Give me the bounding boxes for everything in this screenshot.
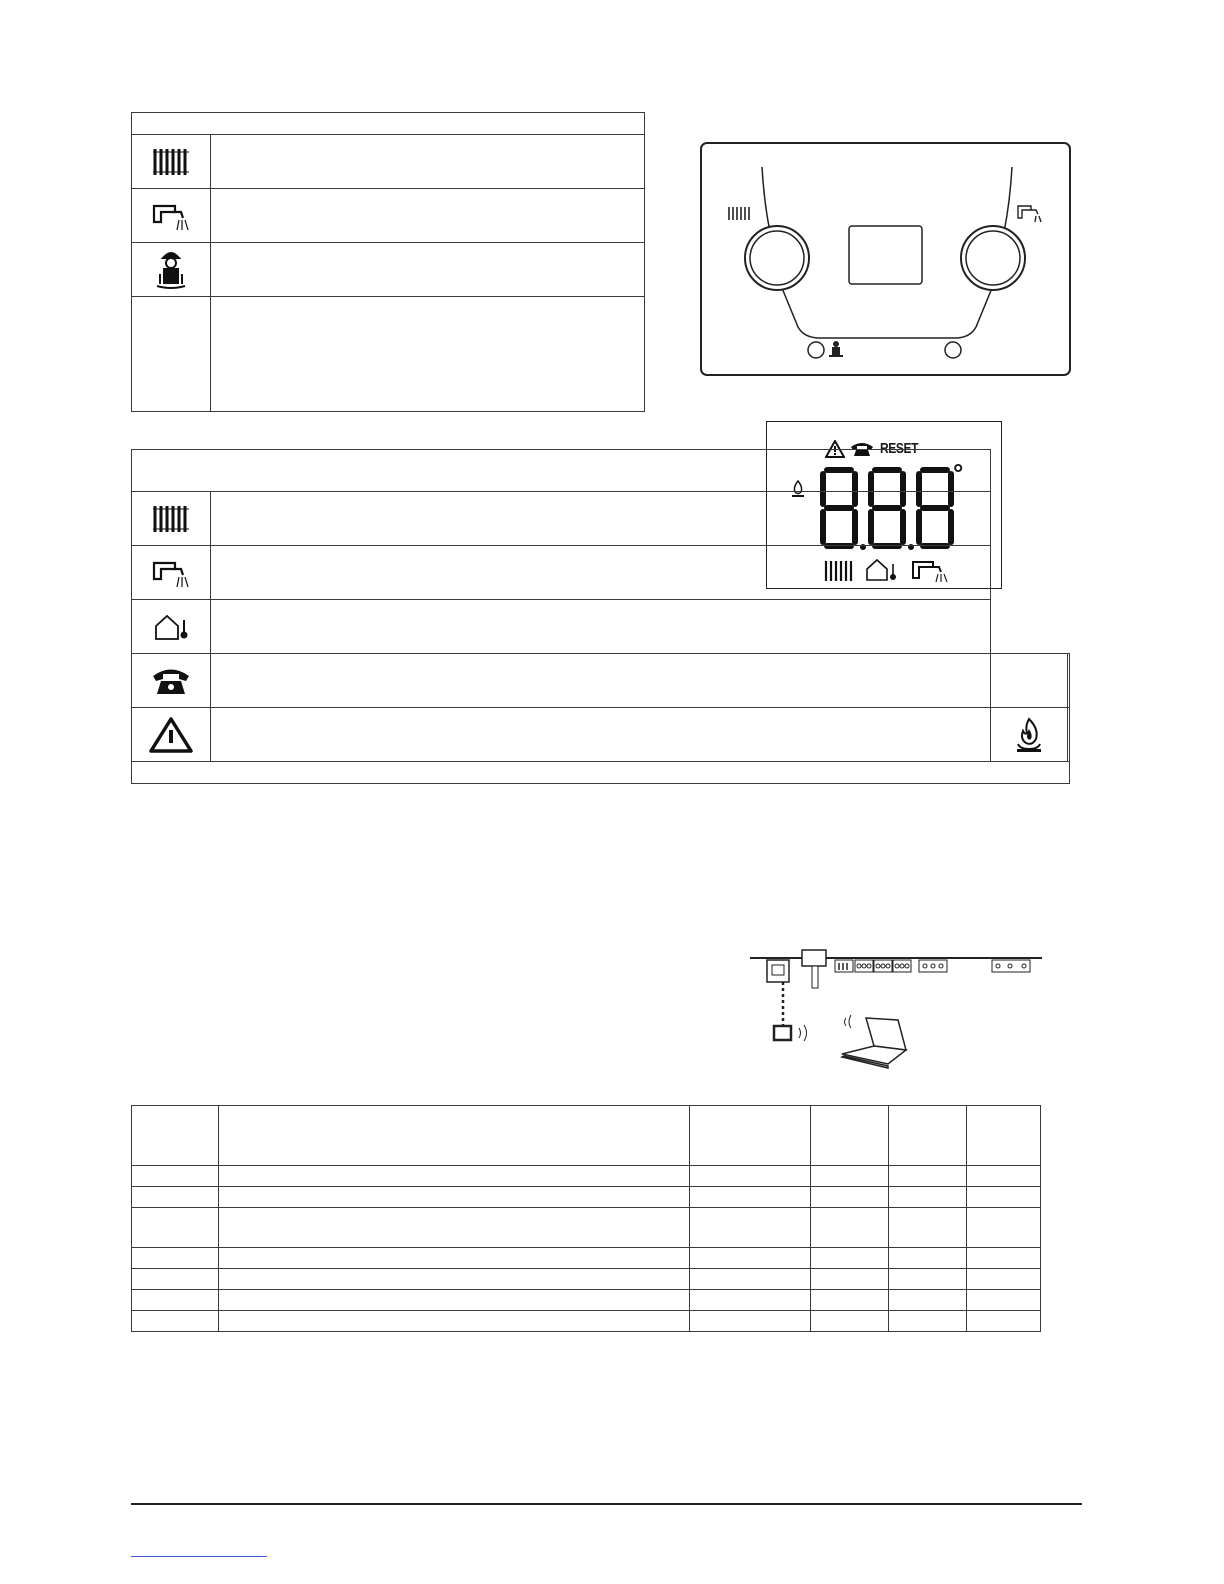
table-row xyxy=(132,1187,1041,1208)
radiator-icon xyxy=(132,135,211,189)
control-panel-diagram xyxy=(700,142,1072,378)
heating-description xyxy=(211,135,645,189)
telephone-icon xyxy=(132,654,211,708)
display-symbols-table xyxy=(131,449,1070,784)
table-row xyxy=(132,1248,1041,1269)
pcb-module xyxy=(802,950,826,966)
technician-icon xyxy=(132,243,211,297)
table-row xyxy=(132,1311,1041,1332)
pcb-connector xyxy=(767,960,789,982)
display-window xyxy=(849,226,922,284)
table-row xyxy=(132,1269,1041,1290)
column-header xyxy=(132,1106,219,1166)
table-row xyxy=(132,1208,1041,1248)
mode-button[interactable] xyxy=(945,342,961,358)
tap-icon xyxy=(132,546,211,600)
column-header xyxy=(690,1106,811,1166)
table-row xyxy=(132,1166,1041,1187)
wifi-module xyxy=(774,1026,791,1040)
control-panel-key-table xyxy=(131,112,645,412)
empty-icon-cell xyxy=(991,654,1068,708)
dhw-symbol-description xyxy=(211,546,991,600)
footer-rule xyxy=(131,1503,1082,1505)
heating-knob[interactable] xyxy=(745,226,809,290)
room-sensor-description xyxy=(211,600,991,654)
service-description xyxy=(211,243,645,297)
reset-button[interactable] xyxy=(808,342,824,358)
table-row xyxy=(132,1290,1041,1311)
table-header xyxy=(132,113,645,135)
column-header xyxy=(811,1106,889,1166)
dhw-description xyxy=(211,189,645,243)
pcb-connection-diagram xyxy=(748,946,1044,1072)
radiator-icon xyxy=(132,492,211,546)
column-header xyxy=(889,1106,967,1166)
lcd-degree: ° xyxy=(953,458,964,488)
empty-icon-cell xyxy=(132,297,211,412)
flame-icon xyxy=(991,708,1068,762)
parameters-table xyxy=(131,1105,1041,1332)
lcd-digits-value xyxy=(779,222,781,223)
flame-description xyxy=(1068,708,1070,762)
column-header xyxy=(219,1106,690,1166)
warning-triangle-icon xyxy=(132,708,211,762)
notes-description xyxy=(211,297,645,412)
lcd-reset-label: RESET xyxy=(880,440,919,457)
table-header xyxy=(132,450,991,492)
laptop-icon xyxy=(842,1018,906,1068)
warning-description xyxy=(211,708,991,762)
heating-symbol-description xyxy=(211,492,991,546)
tap-icon xyxy=(132,189,211,243)
extra-description xyxy=(1068,654,1070,708)
service-call-description xyxy=(211,654,991,708)
table-footer xyxy=(132,762,1070,784)
footer-link-underline[interactable] xyxy=(131,1556,267,1557)
dhw-knob[interactable] xyxy=(961,226,1025,290)
house-thermometer-icon xyxy=(132,600,211,654)
column-header xyxy=(967,1106,1041,1166)
